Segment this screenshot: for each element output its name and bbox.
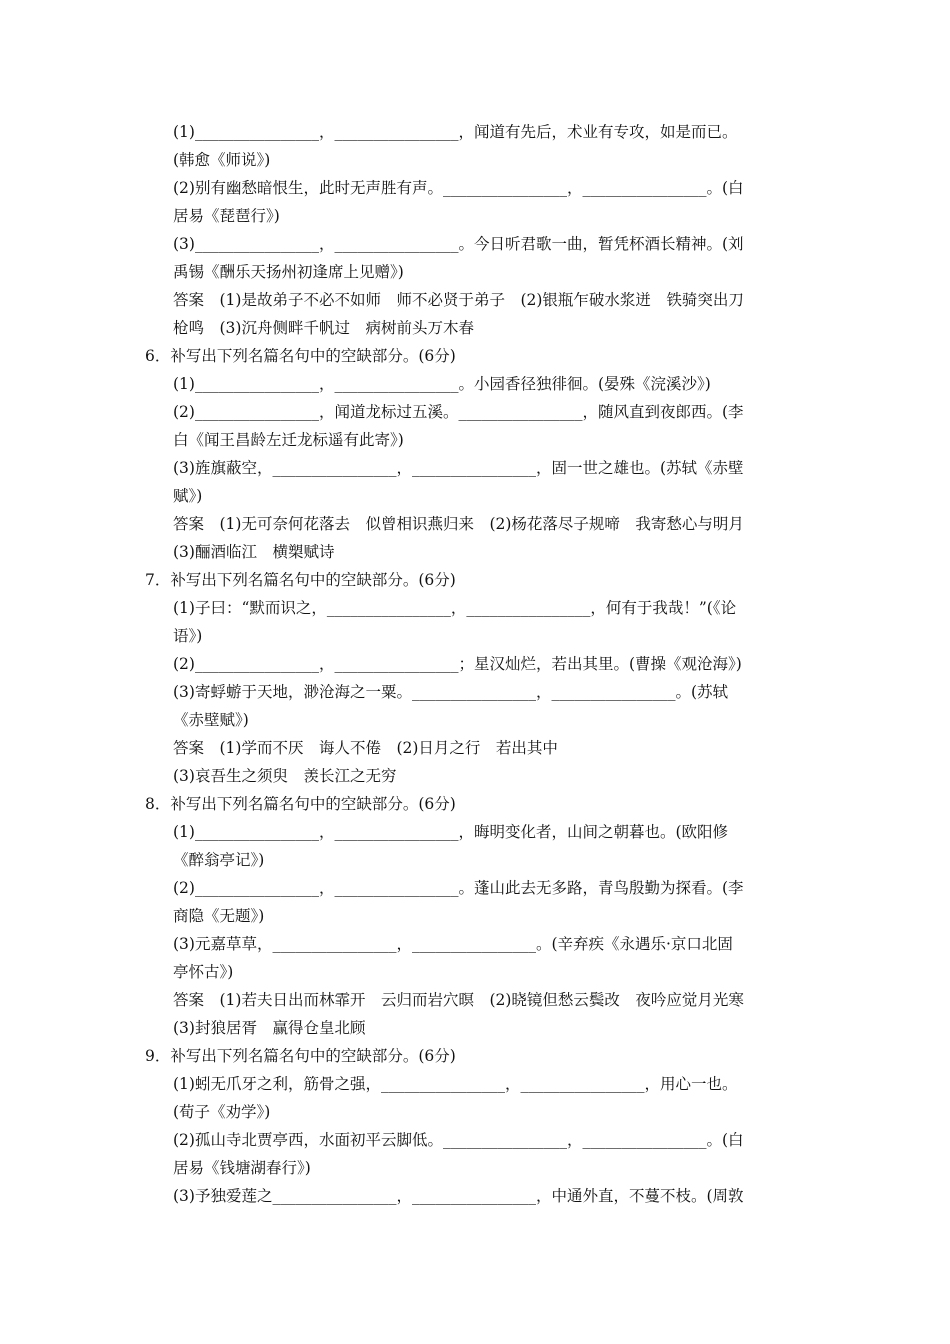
- text-line: 答案 (1)若夫日出而林霏开 云归而岩穴暝 (2)晓镜但愁云鬓改 夜吟应觉月光寒: [173, 991, 744, 1009]
- text-line: (3)哀吾生之须臾 羡长江之无穷: [173, 767, 397, 785]
- text-line: 商隐《无题》): [173, 907, 265, 925]
- text-line: 亭怀古》): [173, 963, 234, 981]
- text-line: (3)酾酒临江 横槊赋诗: [173, 543, 335, 561]
- text-line: (2)________________，________________。蓬山此去无多路，青鸟殷勤为探看。(李: [173, 879, 744, 897]
- text-line: (1)蚓无爪牙之利，筋骨之强，________________，________________，用心一也。: [173, 1075, 738, 1093]
- text-line: (3)寄蜉蝣于天地，渺沧海之一粟。________________，________________。(苏轼: [173, 683, 729, 701]
- text-line: 《醉翁亭记》): [173, 851, 265, 869]
- text-line: (3)予独爱莲之________________，________________，中通外直，不蔓不枝。(周敦: [173, 1187, 744, 1205]
- text-line: 白《闻王昌龄左迁龙标遥有此寄》): [173, 431, 404, 449]
- text-line: (2)________________，________________；星汉灿烂，若出其里。(曹操《观沧海》): [173, 655, 742, 673]
- text-line: (1)________________，________________，闻道有先后，术业有专攻，如是而已。: [173, 123, 738, 141]
- question-heading: 8．补写出下列名篇名句中的空缺部分。(6分): [145, 795, 456, 813]
- text-line: (1)子曰：“默而识之，________________，________________，何有于我哉！”(《论: [173, 599, 737, 617]
- text-line: 居易《钱塘湖春行》): [173, 1159, 311, 1177]
- text-line: 居易《琵琶行》): [173, 207, 280, 225]
- text-line: (3)________________，________________。今日听君歌一曲，暂凭杯酒长精神。(刘: [173, 235, 744, 253]
- text-line: (2)________________，闻道龙标过五溪。________________，随风直到夜郎西。(李: [173, 403, 744, 421]
- text-line: (荀子《劝学》): [173, 1103, 271, 1121]
- text-line: 《赤壁赋》): [173, 711, 249, 729]
- text-line: (3)旌旗蔽空，________________，________________，固一世之雄也。(苏轼《赤壁: [173, 459, 744, 477]
- text-line: 答案 (1)无可奈何花落去 似曾相识燕归来 (2)杨花落尽子规啼 我寄愁心与明月: [173, 515, 744, 533]
- text-line: 枪鸣 (3)沉舟侧畔千帆过 病树前头万木春: [173, 319, 474, 337]
- text-line: (韩愈《师说》): [173, 151, 271, 169]
- text-line: (3)元嘉草草，________________，________________。(辛弃疾《永遇乐·京口北固: [173, 935, 733, 953]
- text-line: (3)封狼居胥 赢得仓皇北顾: [173, 1019, 366, 1037]
- text-line: (1)________________，________________，晦明变化者，山间之朝暮也。(欧阳修: [173, 823, 729, 841]
- text-line: 答案 (1)学而不厌 诲人不倦 (2)日月之行 若出其中: [173, 739, 558, 757]
- question-heading: 7．补写出下列名篇名句中的空缺部分。(6分): [145, 571, 456, 589]
- text-line: 答案 (1)是故弟子不必不如师 师不必贤于弟子 (2)银瓶乍破水浆迸 铁骑突出刀: [173, 291, 744, 309]
- text-line: (2)别有幽愁暗恨生，此时无声胜有声。________________，________________。(白: [173, 179, 744, 197]
- text-line: 语》): [173, 627, 203, 645]
- document-page: [145, 118, 809, 1210]
- text-line: 禹锡《酬乐天扬州初逢席上见赠》): [173, 263, 404, 281]
- text-line: 赋》): [173, 487, 203, 505]
- question-heading: 6．补写出下列名篇名句中的空缺部分。(6分): [145, 347, 456, 365]
- question-heading: 9．补写出下列名篇名句中的空缺部分。(6分): [145, 1047, 456, 1065]
- text-line: (1)________________，________________。小园香径独徘徊。(晏殊《浣溪沙》): [173, 375, 711, 393]
- text-line: (2)孤山寺北贾亭西，水面初平云脚低。________________，________________。(白: [173, 1131, 744, 1149]
